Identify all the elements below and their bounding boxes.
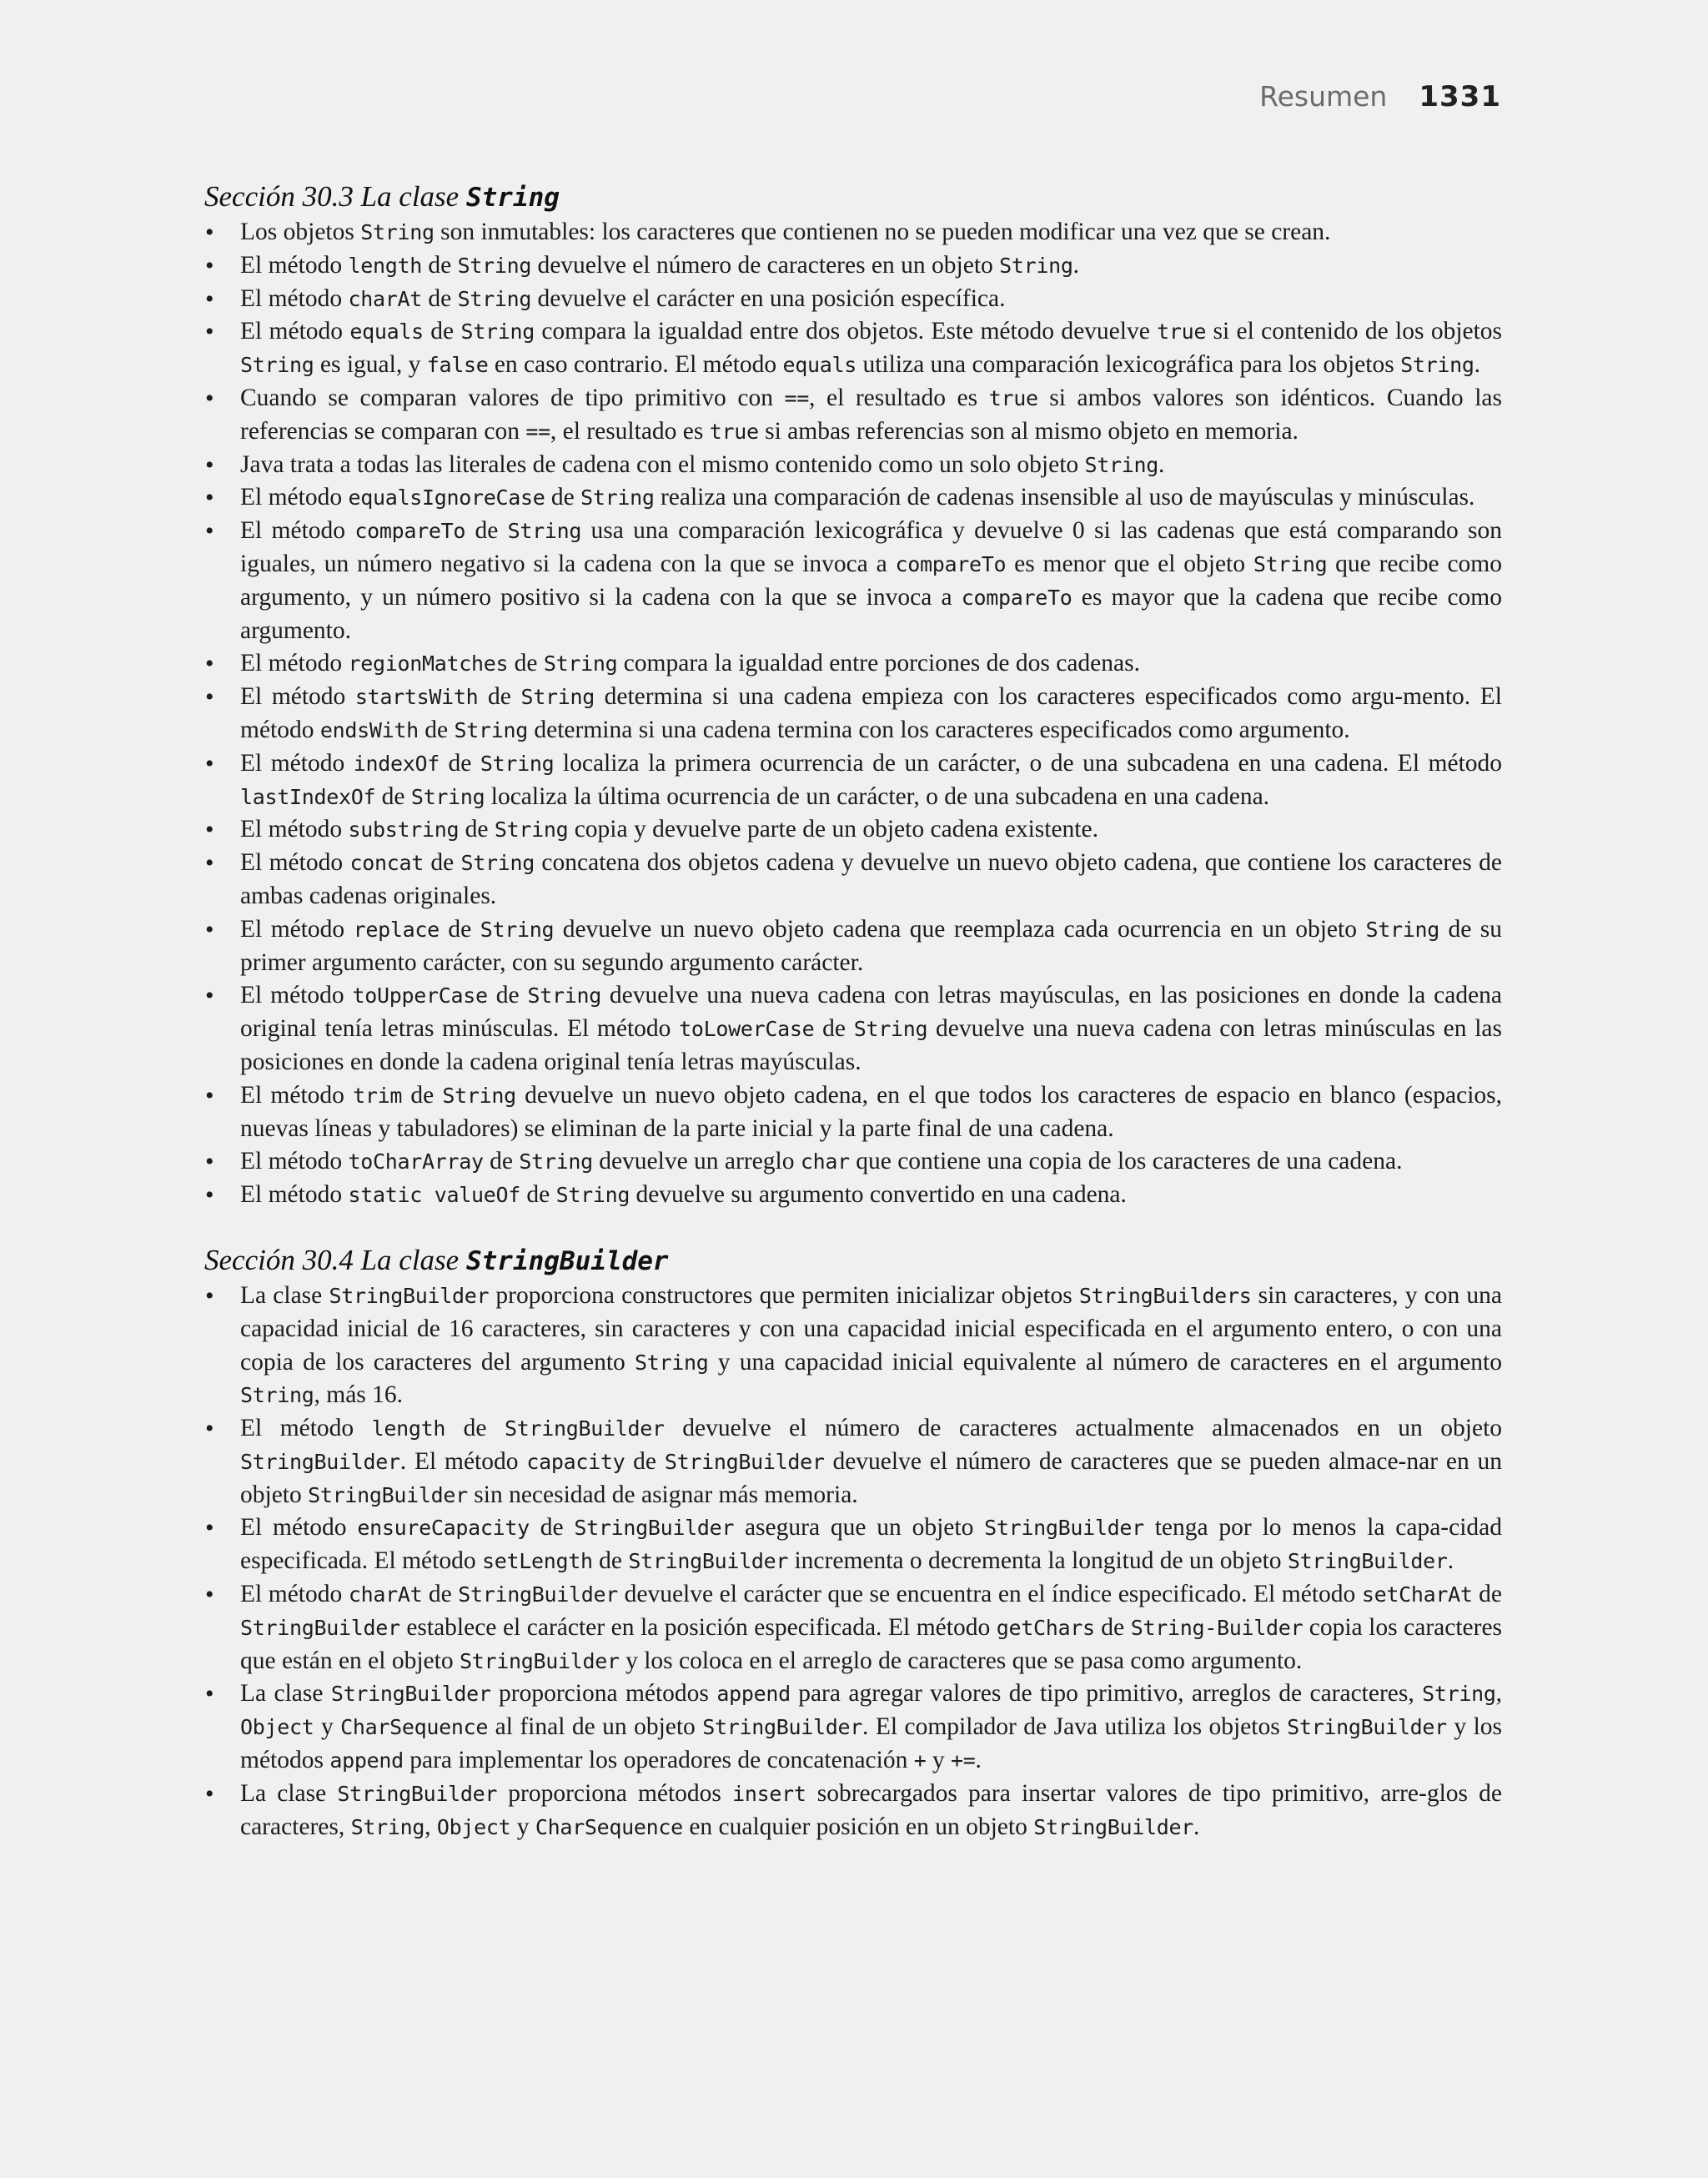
inline-code: equals bbox=[782, 353, 857, 378]
bullet-text: La clase bbox=[240, 1680, 331, 1708]
bullet-text: proporciona métodos bbox=[490, 1680, 717, 1708]
bullet-item bbox=[204, 813, 1502, 847]
inline-code: compareTo bbox=[354, 519, 466, 544]
bullet-text: es mayor que la cadena que recibe como argumento. bbox=[240, 583, 1502, 644]
bullet-text: El método bbox=[240, 1181, 349, 1209]
inline-code: setLength bbox=[481, 1549, 593, 1574]
bullet-text: de bbox=[459, 816, 495, 843]
inline-code: trim bbox=[353, 1083, 403, 1108]
inline-code: endsWith bbox=[319, 717, 419, 742]
bullet-text: incrementa o decrementa la longitud de un objeto bbox=[788, 1547, 1288, 1575]
bullet-text: de bbox=[1094, 1613, 1131, 1641]
bullet-text: de bbox=[421, 251, 458, 279]
bullet-item bbox=[204, 515, 1502, 647]
bullet-text: El método bbox=[240, 683, 355, 711]
inline-code: == bbox=[784, 385, 810, 410]
bullet-text: es menor que el objeto bbox=[1006, 550, 1253, 577]
inline-code: charAt bbox=[348, 1582, 423, 1607]
bullet-text: El método bbox=[240, 749, 354, 777]
inline-code: lastIndexOf bbox=[240, 784, 376, 809]
inline-code: StringBuilder bbox=[458, 1582, 619, 1607]
section-heading-text: Sección 30.3 La clase bbox=[204, 180, 466, 213]
bullet-text: devuelve un nuevo objeto cadena, en el que todos los caracteres de espacio en blanco (espacios, nuevas líneas y tabuladores) se eliminan de la parte inicial y la parte final de una cadena. bbox=[240, 1081, 1503, 1142]
inline-code: StringBuilder bbox=[702, 1715, 863, 1740]
bullet-text: si el contenido de los objetos bbox=[1206, 318, 1503, 345]
bullet-text: de bbox=[445, 1415, 505, 1442]
bullet-item bbox=[204, 1778, 1502, 1844]
bullet-text: . El método bbox=[399, 1447, 527, 1475]
inline-code: String bbox=[457, 286, 532, 311]
bullet-text: y bbox=[510, 1813, 535, 1840]
inline-code: length bbox=[348, 253, 422, 278]
inline-code: String bbox=[460, 851, 535, 876]
bullet-item bbox=[204, 1179, 1502, 1212]
bullet-item bbox=[204, 1412, 1502, 1512]
bullet-text: , el resultado es bbox=[809, 384, 989, 411]
inline-code: String bbox=[442, 1083, 516, 1108]
inline-code: CharSequence bbox=[340, 1715, 489, 1740]
bullet-text: al final de un objeto bbox=[488, 1713, 703, 1741]
bullet-text: localiza la primera ocurrencia de un carácter, o de una subcadena en una cadena. El método bbox=[554, 749, 1503, 777]
inline-code: StringBuilder bbox=[240, 1449, 400, 1474]
bullet-text: de bbox=[440, 749, 480, 777]
bullet-text: El método bbox=[240, 318, 350, 345]
inline-code: compareTo bbox=[895, 551, 1007, 576]
inline-code: += bbox=[950, 1748, 976, 1773]
bullet-text: Los objetos bbox=[240, 219, 361, 245]
inline-code: true bbox=[709, 419, 759, 444]
inline-code: String bbox=[360, 220, 435, 244]
bullet-text: usa una comparación lexicográfica y devuelve 0 si las cadenas que está comparando son iguales, un número negativo si la cadena con la que se invoca a bbox=[240, 517, 1503, 577]
bullet-text: La clase bbox=[240, 1779, 338, 1807]
inline-code: StringBuilder bbox=[504, 1416, 665, 1441]
inline-code: StringBuilder bbox=[329, 1283, 490, 1308]
inline-code: char bbox=[800, 1149, 850, 1175]
inline-code: StringBuilder bbox=[1287, 1715, 1447, 1740]
bullet-text: y los coloca en el arreglo de caracteres que se pasa como argumento. bbox=[619, 1647, 1303, 1674]
inline-code: regionMatches bbox=[348, 651, 509, 677]
inline-code: Object bbox=[240, 1715, 314, 1740]
bullet-text: El método bbox=[240, 251, 349, 279]
inline-code: compareTo bbox=[961, 585, 1073, 610]
bullet-text: de bbox=[402, 1081, 443, 1109]
inline-code: String bbox=[543, 651, 618, 677]
inline-code: StringBuilder bbox=[459, 1648, 620, 1673]
bullet-list bbox=[204, 1280, 1502, 1844]
inline-code: String bbox=[1084, 452, 1159, 477]
bullet-text: El método bbox=[240, 982, 353, 1009]
inline-code: capacity bbox=[526, 1449, 625, 1474]
bullet-item bbox=[204, 249, 1502, 283]
section-30-3 bbox=[204, 179, 1502, 1212]
bullet-text: devuelve una nueva cadena con letras minúsculas en las posiciones en donde la cadena original tenía letras mayúsculas. bbox=[240, 1015, 1503, 1075]
bullet-text: proporciona constructores que permiten inicializar objetos bbox=[489, 1281, 1079, 1309]
inline-code: getChars bbox=[996, 1615, 1095, 1640]
inline-code: equals bbox=[349, 319, 424, 345]
bullet-text: . bbox=[1158, 450, 1165, 478]
bullet-text: de bbox=[423, 849, 461, 877]
inline-code: append bbox=[716, 1682, 791, 1707]
running-header-section: Resumen bbox=[1259, 80, 1388, 113]
inline-code: StringBuilder bbox=[984, 1516, 1144, 1541]
bullet-text: determina si una cadena termina con los caracteres especificados como argumento. bbox=[528, 716, 1350, 743]
bullet-text: utiliza una comparación lexicográfica para los objetos bbox=[857, 351, 1401, 379]
bullet-item bbox=[204, 382, 1502, 449]
inline-code: substring bbox=[348, 817, 460, 843]
inline-code: concat bbox=[349, 851, 424, 876]
inline-code: String bbox=[519, 1149, 593, 1175]
bullet-text: . bbox=[1193, 1813, 1200, 1840]
inline-code: String bbox=[454, 717, 528, 742]
page-content bbox=[204, 179, 1502, 1844]
bullet-item bbox=[204, 481, 1502, 515]
bullet-text: , bbox=[1495, 1680, 1503, 1708]
bullet-text: El método bbox=[240, 1514, 358, 1542]
bullet-text: de bbox=[439, 915, 480, 943]
inline-code: String bbox=[480, 917, 555, 942]
bullet-text: de bbox=[421, 284, 458, 312]
bullet-text: El método bbox=[240, 650, 349, 677]
inline-code: ensureCapacity bbox=[357, 1516, 530, 1541]
inline-code: String bbox=[1422, 1682, 1496, 1707]
bullet-item bbox=[204, 647, 1502, 681]
inline-code: String bbox=[853, 1017, 928, 1042]
bullet-item bbox=[204, 1578, 1502, 1678]
inline-code: toLowerCase bbox=[679, 1017, 815, 1042]
inline-code: charAt bbox=[348, 286, 422, 311]
inline-code: startsWith bbox=[354, 685, 479, 710]
inline-code: CharSequence bbox=[535, 1814, 683, 1839]
bullet-item bbox=[204, 315, 1502, 382]
bullet-item bbox=[204, 913, 1502, 980]
bullet-text: compara la igualdad entre dos objetos. Este método devuelve bbox=[534, 318, 1158, 345]
section-heading-code: String bbox=[465, 183, 560, 213]
bullet-text: sobrecargados para insertar valores de tipo primitivo, arre-glos de caracteres, bbox=[240, 1779, 1503, 1840]
bullet-text: devuelve un arreglo bbox=[592, 1148, 801, 1175]
bullet-text: de bbox=[487, 982, 528, 1009]
bullet-text: de bbox=[814, 1015, 854, 1043]
bullet-text: sin caracteres, y con una capacidad inicial de 16 caracteres, sin caracteres y con una capacidad inicial especificada en el argumento entero, o con una copia de los caracteres del argumento bbox=[240, 1281, 1502, 1376]
bullet-text: que recibe como argumento, y un número positivo si la cadena con la que se invoca a bbox=[240, 550, 1502, 611]
section-30-4 bbox=[204, 1242, 1502, 1844]
bullet-text: devuelve el carácter que se encuentra en el índice especificado. El método bbox=[618, 1581, 1362, 1608]
bullet-item bbox=[204, 1678, 1502, 1777]
inline-code: length bbox=[371, 1416, 446, 1441]
bullet-text: El método bbox=[240, 517, 355, 545]
bullet-text: devuelve el número de caracteres que se pueden almace-nar en un objeto bbox=[240, 1447, 1503, 1508]
inline-code: StringBuilder bbox=[240, 1615, 400, 1640]
inline-code: String bbox=[1365, 917, 1439, 942]
bullet-text: de bbox=[375, 782, 411, 810]
bullet-text: devuelve el carácter en una posición específica. bbox=[531, 284, 1006, 312]
bullet-text: de su primer argumento carácter, con su segundo argumento carácter. bbox=[240, 915, 1502, 976]
bullet-text: El método bbox=[240, 284, 349, 312]
inline-code: String bbox=[555, 1183, 630, 1208]
bullet-text: copia y devuelve parte de un objeto cadena existente. bbox=[568, 816, 1098, 843]
bullet-item bbox=[204, 979, 1502, 1079]
bullet-text: son inmutables: los caracteres que contienen no se pueden modificar una vez que se crean. bbox=[434, 219, 1331, 245]
inline-code: append bbox=[329, 1748, 404, 1773]
inline-code: true bbox=[988, 385, 1038, 410]
inline-code: String bbox=[507, 519, 582, 544]
bullet-text: de bbox=[592, 1547, 629, 1575]
bullet-text: establece el carácter en la posición especificada. El método bbox=[399, 1613, 997, 1641]
bullet-list bbox=[204, 216, 1502, 1212]
bullet-text: de bbox=[418, 716, 455, 743]
inline-code: String bbox=[520, 685, 595, 710]
inline-code: String bbox=[999, 253, 1073, 278]
bullet-text: devuelve su argumento convertido en una cadena. bbox=[630, 1181, 1127, 1209]
bullet-text: y una capacidad inicial equivalente al número de caracteres en el argumento bbox=[708, 1348, 1502, 1376]
bullet-text: . bbox=[1447, 1547, 1454, 1575]
bullet-text: Cuando se comparan valores de tipo primitivo con bbox=[240, 384, 785, 411]
bullet-text: proporciona métodos bbox=[497, 1779, 733, 1807]
inline-code: String bbox=[635, 1350, 709, 1375]
bullet-item bbox=[204, 216, 1502, 249]
bullet-text: El método bbox=[240, 816, 349, 843]
section-spacer bbox=[204, 1212, 1502, 1242]
bullet-text: Java trata a todas las literales de cadena con el mismo contenido como un solo objeto bbox=[240, 450, 1085, 478]
bullet-text: El método bbox=[240, 484, 349, 511]
bullet-text: tenga por lo menos la capa-cidad especificada. El método bbox=[240, 1514, 1503, 1575]
bullet-text: que contiene una copia de los caracteres de una cadena. bbox=[849, 1148, 1403, 1175]
inline-code: indexOf bbox=[353, 751, 440, 776]
section-heading bbox=[204, 179, 1502, 216]
section-heading-code: StringBuilder bbox=[465, 1245, 669, 1276]
bullet-text: sin necesidad de asignar más memoria. bbox=[467, 1481, 858, 1508]
bullet-text: y bbox=[314, 1713, 341, 1741]
bullet-item bbox=[204, 1512, 1502, 1578]
bullet-text: de bbox=[508, 650, 544, 677]
bullet-text: concatena dos objetos cadena y devuelve un nuevo objeto cadena, que contiene los caracteres de ambas cadenas originales. bbox=[240, 849, 1502, 909]
bullet-text: compara la igualdad entre porciones de dos cadenas. bbox=[617, 650, 1140, 677]
inline-code: equalsIgnoreCase bbox=[348, 485, 545, 511]
bullet-text: de bbox=[423, 318, 461, 345]
inline-code: StringBuilder bbox=[330, 1682, 491, 1707]
bullet-text: en cualquier posición en un objeto bbox=[682, 1813, 1034, 1840]
inline-code: toCharArray bbox=[348, 1149, 484, 1175]
bullet-text: . bbox=[975, 1747, 982, 1774]
running-header bbox=[1259, 80, 1501, 113]
bullet-text: . bbox=[1073, 251, 1080, 279]
bullet-text: devuelve el número de caracteres actualmente almacenados en un objeto bbox=[664, 1415, 1503, 1442]
bullet-item bbox=[204, 1145, 1502, 1179]
inline-code: replace bbox=[353, 917, 440, 942]
bullet-text: devuelve una nueva cadena con letras mayúsculas, en las posiciones en donde la cadena original tenía letras minúsculas. El método bbox=[240, 982, 1503, 1043]
bullet-text: . bbox=[1474, 351, 1480, 379]
bullet-text: es igual, y bbox=[314, 351, 427, 379]
bullet-text: de bbox=[625, 1447, 665, 1475]
inline-code: StringBuilders bbox=[1078, 1283, 1252, 1308]
bullet-text: , bbox=[424, 1813, 437, 1840]
bullet-text: El método bbox=[240, 915, 354, 943]
bullet-text: El método bbox=[240, 849, 350, 877]
inline-code: static valueOf bbox=[348, 1183, 520, 1208]
bullet-text: de bbox=[483, 1148, 520, 1175]
inline-code: String bbox=[580, 485, 655, 511]
bullet-item bbox=[204, 1079, 1502, 1146]
bullet-text: copia los caracteres que están en el objeto bbox=[240, 1613, 1503, 1674]
inline-code: Object bbox=[436, 1814, 511, 1839]
inline-code: String bbox=[460, 319, 535, 345]
inline-code: true bbox=[1157, 319, 1207, 345]
bullet-text: El método bbox=[240, 1415, 372, 1442]
inline-code: StringBuilder bbox=[1033, 1814, 1193, 1839]
bullet-text: de bbox=[529, 1514, 575, 1542]
bullet-text: si ambas referencias son al mismo objeto en memoria. bbox=[758, 417, 1299, 445]
bullet-text: para agregar valores de tipo primitivo, arreglos de caracteres, bbox=[790, 1680, 1423, 1708]
inline-code: String bbox=[410, 784, 485, 809]
bullet-item bbox=[204, 449, 1502, 482]
bullet-item bbox=[204, 1280, 1502, 1412]
bullet-item bbox=[204, 747, 1502, 814]
inline-code: String bbox=[1253, 551, 1328, 576]
inline-code: insert bbox=[732, 1781, 806, 1806]
inline-code: String bbox=[240, 353, 314, 378]
bullet-text: y los métodos bbox=[240, 1713, 1502, 1774]
bullet-text: localiza la última ocurrencia de un carácter, o de una subcadena en una cadena. bbox=[485, 782, 1270, 810]
inline-code: StringBuilder bbox=[1287, 1549, 1448, 1574]
bullet-text: devuelve el número de caracteres en un objeto bbox=[531, 251, 1000, 279]
inline-code: String bbox=[350, 1814, 425, 1839]
bullet-text: de bbox=[422, 1581, 459, 1608]
inline-code: StringBuilder bbox=[337, 1781, 498, 1806]
bullet-item bbox=[204, 681, 1502, 747]
bullet-text: y bbox=[926, 1747, 951, 1774]
bullet-text: para implementar los operadores de concatenación bbox=[403, 1747, 914, 1774]
bullet-text: de bbox=[545, 484, 581, 511]
inline-code: StringBuilder bbox=[574, 1516, 735, 1541]
inline-code: false bbox=[426, 353, 489, 378]
bullet-text: de bbox=[478, 683, 521, 711]
bullet-text: devuelve un nuevo objeto cadena que reemplaza cada ocurrencia en un objeto bbox=[554, 915, 1366, 943]
inline-code: toUpperCase bbox=[352, 983, 488, 1009]
inline-code: String-Builder bbox=[1130, 1615, 1304, 1640]
bullet-text: de bbox=[520, 1181, 556, 1209]
bullet-text: asegura que un objeto bbox=[734, 1514, 985, 1542]
inline-code: String bbox=[457, 253, 532, 278]
bullet-text: de bbox=[465, 517, 508, 545]
inline-code: String bbox=[494, 817, 569, 843]
inline-code: + bbox=[913, 1748, 927, 1773]
bullet-text: determina si una cadena empieza con los caracteres especificados como argu-mento. El método bbox=[240, 683, 1503, 743]
bullet-text: realiza una comparación de cadenas insensible al uso de mayúsculas y minúsculas. bbox=[654, 484, 1475, 511]
inline-code: String bbox=[1400, 353, 1474, 378]
page-number: 1331 bbox=[1419, 80, 1501, 113]
bullet-text: El método bbox=[240, 1081, 354, 1109]
bullet-item bbox=[204, 847, 1502, 913]
inline-code: == bbox=[525, 419, 550, 444]
section-heading-text: Sección 30.4 La clase bbox=[204, 1243, 466, 1276]
bullet-text: , el resultado es bbox=[550, 417, 710, 445]
bullet-text: de bbox=[1472, 1581, 1503, 1608]
bullet-text: si ambos valores son idénticos. Cuando las referencias se comparan con bbox=[240, 384, 1502, 445]
inline-code: StringBuilder bbox=[308, 1482, 468, 1507]
bullet-text: , más 16. bbox=[314, 1381, 404, 1409]
bullet-text: El método bbox=[240, 1581, 349, 1608]
section-heading bbox=[204, 1242, 1502, 1280]
bullet-text: El método bbox=[240, 1148, 349, 1175]
bullet-text: en caso contrario. El método bbox=[488, 351, 783, 379]
inline-code: String bbox=[240, 1383, 314, 1408]
inline-code: StringBuilder bbox=[628, 1549, 789, 1574]
bullet-item bbox=[204, 283, 1502, 316]
inline-code: String bbox=[527, 983, 602, 1009]
inline-code: StringBuilder bbox=[664, 1449, 825, 1474]
bullet-text: . El compilador de Java utiliza los objetos bbox=[862, 1713, 1288, 1741]
inline-code: setCharAt bbox=[1361, 1582, 1473, 1607]
inline-code: String bbox=[480, 751, 555, 776]
bullet-text: La clase bbox=[240, 1281, 329, 1309]
